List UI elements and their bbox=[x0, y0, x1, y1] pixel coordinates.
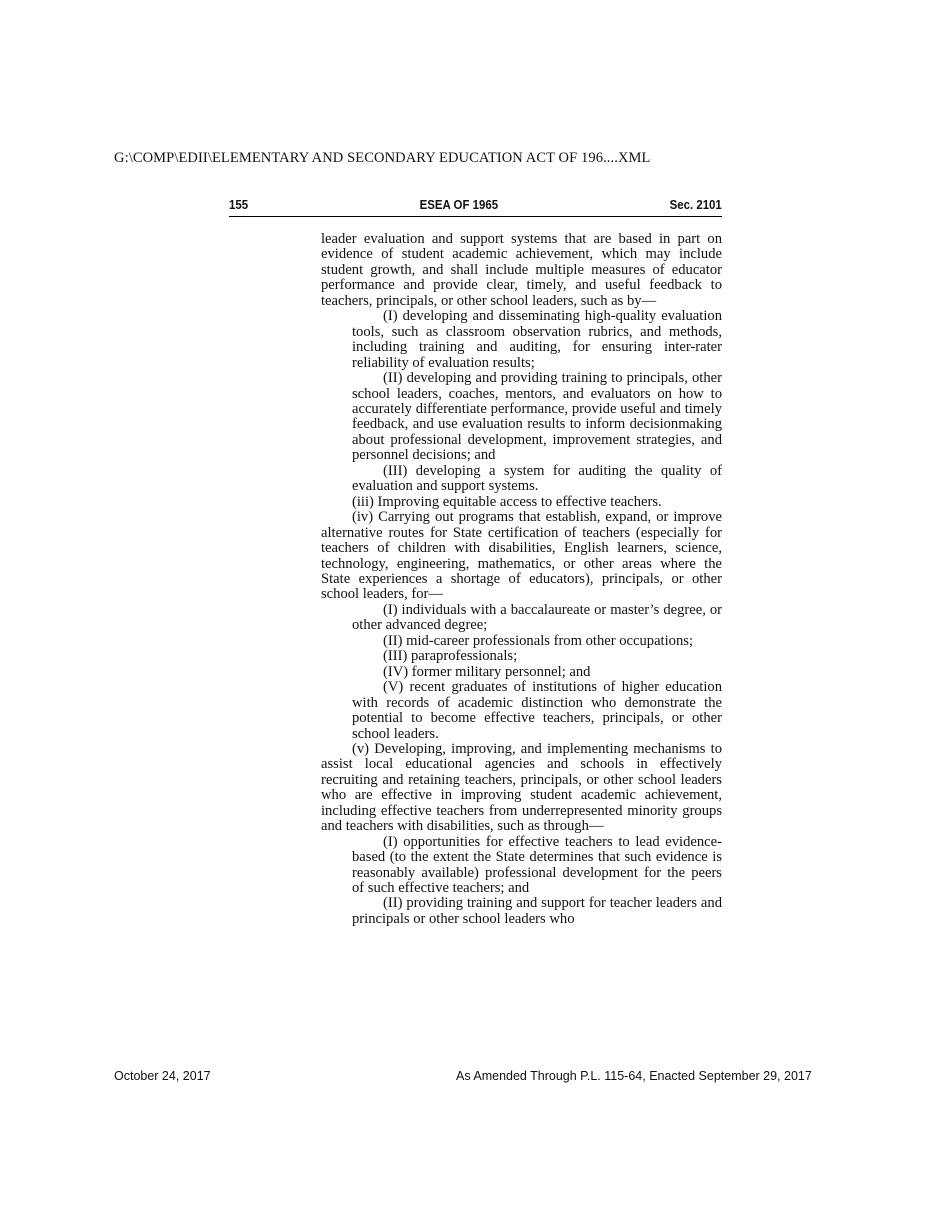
paragraph: (iv) Carrying out programs that establish, expand, or improve alternative routes for State certification of teachers (especially for teachers of children with disabilities, English learners, science, technology, engineering, mathematics, or other areas where the State experiences a shortage of educators), principals, or other school leaders, for— bbox=[321, 509, 722, 603]
paragraph: (IV) former military personnel; and bbox=[383, 663, 591, 680]
running-header bbox=[229, 197, 722, 212]
paragraph: (V) recent graduates of institutions of higher education with records of academic distinction who demonstrate the potential to become effective teachers, principals, or other school leaders. bbox=[352, 679, 722, 742]
paragraph: (II) mid-career professionals from other occupations; bbox=[383, 632, 693, 649]
paragraph: (I) individuals with a baccalaureate or master’s degree, or other advanced degree; bbox=[352, 601, 722, 634]
paragraph: (III) developing a system for auditing the quality of evaluation and support systems. bbox=[352, 462, 722, 495]
paragraph: (v) Developing, improving, and implementing mechanisms to assist local educational agencies and schools in effectively recruiting and retaining teachers, principals, or other school leaders who are effective in improving student academic achievement, including effective teachers from underrepresented minority groups and teachers with disabilities, such as through— bbox=[321, 740, 722, 835]
paragraph: (III) paraprofessionals; bbox=[383, 648, 518, 665]
paragraph: leader evaluation and support systems that are based in part on evidence of student academic achievement, which may include student growth, and shall include multiple measures of educator performance and provide clear, timely, and useful feedback to teachers, principals, or other school leaders, such as by— bbox=[321, 231, 722, 309]
paragraph: (I) developing and disseminating high-quality evaluation tools, such as classroom observation rubrics, and methods, including training and auditing, for ensuring inter-rater reliability of evaluation results; bbox=[352, 308, 722, 371]
footer-amended-note: As Amended Through P.L. 115-64, Enacted September 29, 2017 bbox=[456, 1069, 812, 1083]
footer-date: October 24, 2017 bbox=[114, 1069, 211, 1083]
header-title: ESEA OF 1965 bbox=[419, 197, 499, 212]
section-number: Sec. 2101 bbox=[669, 197, 722, 212]
paragraph: (iii) Improving equitable access to effective teachers. bbox=[352, 493, 662, 510]
paragraph: (II) providing training and support for teacher leaders and principals or other school leaders who bbox=[352, 895, 722, 927]
body-text bbox=[321, 232, 722, 927]
file-path: G:\COMP\EDII\ELEMENTARY AND SECONDARY EDUCATION ACT OF 196....XML bbox=[114, 150, 651, 166]
paragraph: (I) opportunities for effective teachers to lead evidence-based (to the extent the State determines that such evidence is reasonably available) professional development for the peers of such effective teachers; and bbox=[352, 833, 722, 897]
header-rule bbox=[229, 216, 722, 217]
page-number: 155 bbox=[229, 197, 249, 212]
paragraph: (II) developing and providing training to principals, other school leaders, coaches, mentors, and evaluators on how to accurately differentiate performance, provide useful and timely feedback, and use evaluation results to inform decisionmaking about professional development, improvement strategies, and personnel decisions; and bbox=[352, 370, 722, 464]
